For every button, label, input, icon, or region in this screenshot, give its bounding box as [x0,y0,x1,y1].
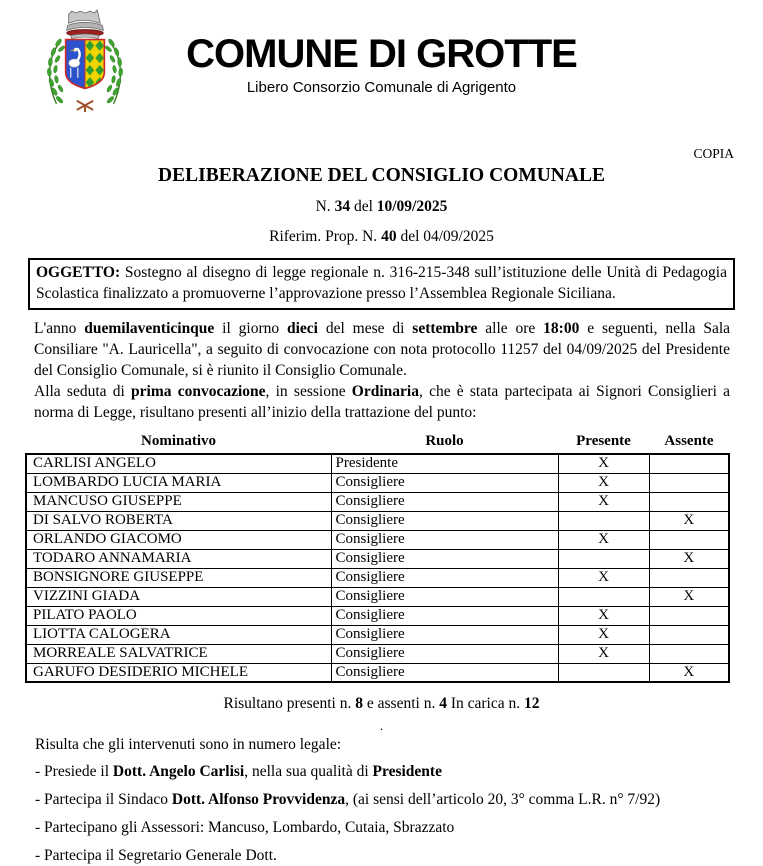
legal-quorum-line: Risulta che gli intervenuti sono in numero legale: [35,736,342,753]
attendance-cell-assente [649,625,729,644]
attendance-cell-name: MORREALE SALVATRICE [26,644,331,663]
text-segment: Risultano presenti n. [223,695,356,712]
proposal-reference-line [0,228,763,246]
attendance-table-row [26,492,729,511]
attendance-cell-name: CARLISI ANGELO [26,454,331,473]
attendance-cell-presente: X [558,454,649,473]
separator-dot: . [379,718,384,733]
text-segment: In carica n. [446,695,524,712]
attendance-cell-presente: X [558,473,649,492]
attendance-cell-name: BONSIGNORE GIUSEPPE [26,568,331,587]
attendance-cell-role: Consigliere [331,587,558,606]
text-segment: dieci [286,320,318,337]
text-segment: - Partecipa il Sindaco [35,791,172,808]
attendance-cell-presente: X [558,606,649,625]
attendance-table-row [26,454,729,473]
text-segment: 40 [381,228,397,245]
attendance-cell-role: Consigliere [331,568,558,587]
text-segment: 10/09/2025 [376,198,448,215]
attendance-cell-name: LIOTTA CALOGERA [26,625,331,644]
attendance-table-row [26,568,729,587]
attendance-table-row [26,587,729,606]
text-segment: del 04/09/2025 [396,228,494,245]
attendance-cell-assente: X [649,663,729,682]
attendance-cell-role: Consigliere [331,663,558,682]
attendance-table-row [26,606,729,625]
attendance-cell-name: VIZZINI GIADA [26,587,331,606]
attendance-table-row [26,644,729,663]
attendance-cell-role: Consigliere [331,625,558,644]
text-segment: OGGETTO: [36,264,121,281]
text-segment: - Presiede il [35,763,113,780]
deliberation-number-line [0,198,763,216]
text-segment: L'anno [34,320,85,337]
subject-box [28,258,735,310]
attendance-cell-role: Consigliere [331,644,558,663]
text-segment: il giorno [214,320,287,337]
attendance-cell-assente [649,568,729,587]
text-segment: Presidente [372,763,442,780]
text-segment: del [350,198,377,215]
attendance-table-row [26,473,729,492]
text-segment: 8 [355,695,363,712]
shield [66,40,105,91]
attendance-table-row [26,663,729,682]
text-segment: Dott. Angelo Carlisi [112,763,245,780]
presiding-officer-line [35,762,733,782]
attendance-cell-presente [558,511,649,530]
text-segment: 18:00 [543,320,580,337]
attendance-cell-name: DI SALVO ROBERTA [26,511,331,530]
attendance-cell-assente: X [649,511,729,530]
column-header-assente: Assente [664,433,714,449]
attendance-cell-name: TODARO ANNAMARIA [26,549,331,568]
attendance-cell-assente [649,454,729,473]
attendance-cell-presente: X [558,625,649,644]
document-title: DELIBERAZIONE DEL CONSIGLIO COMUNALE [158,165,605,186]
branch-tie [77,101,93,112]
attendance-cell-role: Consigliere [331,511,558,530]
attendance-table-header [26,433,729,454]
municipality-name: COMUNE DI GROTTE [186,32,577,76]
mural-crown [67,10,104,39]
attendance-cell-presente: X [558,492,649,511]
text-segment: e assenti n. [363,695,440,712]
text-segment: Riferim. Prop. N. [269,228,382,245]
attendance-cell-role: Consigliere [331,549,558,568]
attendance-cell-role: Consigliere [331,473,558,492]
attendance-cell-assente [649,606,729,625]
text-segment: - Partecipa il Segretario Generale Dott. [35,847,277,864]
text-segment: alle ore [477,320,544,337]
text-segment: Sostegno al disegno di legge regionale n. 316-215-348 sull’istituzione delle Unità di Pedagogia Scolastica finalizzato a promuoverne l’approvazione presso l’Assemblea Regionale Siciliana. [36,264,727,302]
text-segment: 12 [523,695,540,712]
secretary-participation-line-clipped [35,846,733,866]
attendance-table-row [26,625,729,644]
attendance-cell-name: MANCUSO GIUSEPPE [26,492,331,511]
attendance-cell-name: GARUFO DESIDERIO MICHELE [26,663,331,682]
text-segment: Ordinaria [351,383,419,400]
attendance-table-row [26,549,729,568]
text-segment: Dott. Alfonso Provvidenza [171,791,346,808]
attendance-cell-role: Consigliere [331,492,558,511]
column-header-ruolo: Ruolo [425,433,464,449]
attendance-table-row [26,530,729,549]
attendance-table-body [26,454,729,682]
attendance-cell-name: ORLANDO GIACOMO [26,530,331,549]
text-segment: , (ai sensi dell’articolo 20, 3° comma L.R. n° 7/92) [345,791,661,808]
attendance-table-row [26,511,729,530]
text-segment: 34 [334,198,351,215]
text-segment: N. [315,198,335,215]
text-segment: , nella sua qualità di [244,763,373,780]
municipality-subtitle: Libero Consorzio Comunale di Agrigento [246,79,517,96]
text-segment: , che è stata partecipata ai Signori Consiglieri a norma di Legge, risultano presenti all’inizio della trattazione del punto: [34,383,730,421]
text-segment: e seguenti, nella Sala Consiliare "A. Lauricella", a seguito di convocazione con nota protocollo 11257 del 04/09/2025 del Presidente del Consiglio Comunale, si è riunito il Consiglio Comunale. [34,320,731,379]
attendance-cell-role: Consigliere [331,530,558,549]
municipality-coat-of-arms [34,8,136,114]
text-segment: Alla seduta di [34,383,132,400]
attendance-cell-assente [649,530,729,549]
attendance-cell-assente: X [649,549,729,568]
attendance-cell-name: LOMBARDO LUCIA MARIA [26,473,331,492]
attendance-cell-role: Presidente [331,454,558,473]
column-header-nominativo: Nominativo [141,433,216,449]
mayor-participation-line [35,790,733,810]
text-segment: settembre [412,320,478,337]
column-header-presente: Presente [576,433,631,449]
attendance-cell-assente [649,644,729,663]
session-intro-paragraph-1 [34,318,730,381]
session-intro [34,318,730,423]
text-segment: , in sessione [265,383,352,400]
attendance-summary-line [0,695,763,713]
attendance-cell-presente: X [558,568,649,587]
attendance-cell-assente: X [649,587,729,606]
attendance-cell-assente [649,492,729,511]
attendance-cell-presente: X [558,530,649,549]
document-header [0,0,763,118]
attendance-cell-role: Consigliere [331,606,558,625]
attendance-cell-presente [558,587,649,606]
session-intro-paragraph-2 [34,381,730,423]
assessors-participation-line [35,818,733,838]
text-segment: - Partecipano gli Assessori: Mancuso, Lombardo, Cutaia, Sbrazzato [35,819,455,836]
text-segment: duemilaventicinque [84,320,215,337]
attendance-table [25,433,730,683]
text-segment: prima convocazione [131,383,266,400]
attendance-cell-name: PILATO PAOLO [26,606,331,625]
attendance-cell-presente: X [558,644,649,663]
text-segment: del mese di [317,320,413,337]
text-segment: 4 [439,695,447,712]
attendance-cell-presente [558,549,649,568]
copy-label: COPIA [693,146,734,161]
attendance-cell-assente [649,473,729,492]
attendance-cell-presente [558,663,649,682]
